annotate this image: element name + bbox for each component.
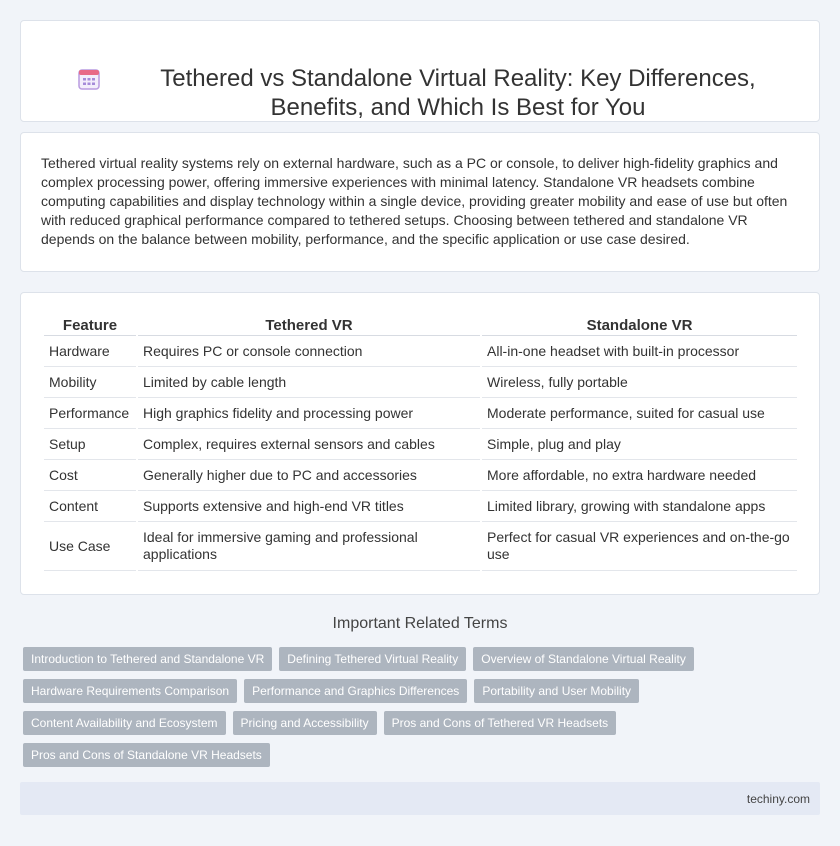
feature-cell: Setup [44,429,136,460]
footer [20,782,820,815]
related-term-tag[interactable]: Performance and Graphics Differences [244,679,467,703]
footer-site-link[interactable]: techiny.com [746,792,810,806]
header-feature: Feature [44,316,136,336]
related-term-tag[interactable]: Defining Tethered Virtual Reality [279,647,466,671]
table-row [44,367,797,398]
related-term-tag[interactable]: Portability and User Mobility [474,679,639,703]
feature-cell: Hardware [44,336,136,367]
header-card [20,20,820,122]
calendar-icon [77,67,101,91]
feature-cell: Use Case [44,522,136,571]
feature-cell: Content [44,491,136,522]
table-row [44,491,797,522]
table-row [44,429,797,460]
standalone-cell: Limited library, growing with standalone apps [482,491,797,522]
tethered-cell: Supports extensive and high-end VR titles [138,491,480,522]
standalone-cell: All-in-one headset with built-in processor [482,336,797,367]
tethered-cell: High graphics fidelity and processing power [138,398,480,429]
table-row [44,460,797,491]
related-term-tag[interactable]: Pros and Cons of Tethered VR Headsets [384,711,617,735]
related-term-tag[interactable]: Pricing and Accessibility [233,711,377,735]
table-row [44,522,797,571]
table-row [44,336,797,367]
header-tethered: Tethered VR [138,316,480,336]
standalone-cell: Moderate performance, suited for casual use [482,398,797,429]
standalone-cell: Wireless, fully portable [482,367,797,398]
tethered-cell: Limited by cable length [138,367,480,398]
feature-cell: Cost [44,460,136,491]
related-terms-title: Important Related Terms [332,615,508,632]
related-terms-list [23,647,803,767]
related-term-tag[interactable]: Overview of Standalone Virtual Reality [473,647,694,671]
header-standalone: Standalone VR [482,316,797,336]
related-term-tag[interactable]: Hardware Requirements Comparison [23,679,237,703]
intro-card [20,132,820,272]
table-row [44,398,797,429]
table-header-row [44,316,797,336]
feature-cell: Mobility [44,367,136,398]
standalone-cell: More affordable, no extra hardware needed [482,460,797,491]
related-term-tag[interactable]: Content Availability and Ecosystem [23,711,226,735]
tethered-cell: Ideal for immersive gaming and professional applications [138,522,480,571]
tethered-cell: Requires PC or console connection [138,336,480,367]
page-title: Tethered vs Standalone Virtual Reality: Key Differences, Benefits, and Which Is Best for You [160,65,756,121]
related-term-tag[interactable]: Introduction to Tethered and Standalone VR [23,647,272,671]
standalone-cell: Perfect for casual VR experiences and on-the-go use [482,522,797,571]
tethered-cell: Generally higher due to PC and accessories [138,460,480,491]
feature-cell: Performance [44,398,136,429]
intro-paragraph: Tethered virtual reality systems rely on external hardware, such as a PC or console, to deliver high-fidelity graphics and complex processing power, offering immersive experiences with minimal latency. Standalone VR headsets combine computing capabilities and display technology within a single device, providing greater mobility and ease of use but often with reduced graphical performance compared to tethered setups. Choosing between tethered and standalone VR depends on the balance between mobility, performance, and the specific application or use case desired. [41,155,788,247]
tethered-cell: Complex, requires external sensors and cables [138,429,480,460]
comparison-card [20,292,820,595]
comparison-table [42,316,799,571]
standalone-cell: Simple, plug and play [482,429,797,460]
related-term-tag[interactable]: Pros and Cons of Standalone VR Headsets [23,743,270,767]
